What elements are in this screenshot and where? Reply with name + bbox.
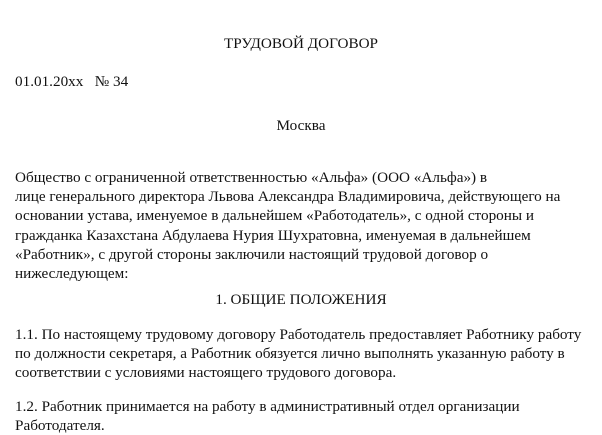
- clause-1-1: [15, 325, 581, 383]
- intro-line: Общество с ограниченной ответственностью «Альфа» (ООО «Альфа») в: [15, 169, 488, 186]
- intro-line: нижеследующем:: [15, 265, 129, 283]
- clause-line: по должности секретаря, а Работник обязуется лично выполнять указанную работу в: [15, 345, 565, 363]
- document-date-number: [15, 72, 128, 92]
- section-heading: 1. ОБЩИЕ ПОЛОЖЕНИЯ: [215, 291, 387, 308]
- clause-line: Работодателя.: [15, 417, 105, 435]
- clause-1-2: [15, 397, 520, 435]
- clause-line: 1.2. Работник принимается на работу в административный отдел организации: [15, 398, 520, 415]
- intro-line: «Работник», с другой стороны заключили настоящий трудовой договор о: [15, 245, 489, 263]
- document-title: ТРУДОВОЙ ДОГОВОР: [224, 35, 378, 52]
- clause-line: соответствии с условиями настоящего трудового договора.: [15, 364, 397, 382]
- clause-line: 1.1. По настоящему трудовому договору Работодатель предоставляет Работнику работу: [15, 326, 582, 343]
- intro-paragraph: [15, 168, 560, 283]
- intro-line: гражданка Казахстана Абдулаева Нурия Шухратовна, именуемая в дальнейшем: [15, 226, 531, 244]
- document-number: № 34: [94, 73, 129, 90]
- document-date: 01.01.20xx: [15, 73, 84, 90]
- intro-line: основании устава, именуемое в дальнейшем «Работодатель», с одной стороны и: [15, 207, 535, 225]
- intro-line: лице генерального директора Львова Александра Владимировича, действующего на: [15, 188, 561, 206]
- document-city: Москва: [276, 117, 326, 134]
